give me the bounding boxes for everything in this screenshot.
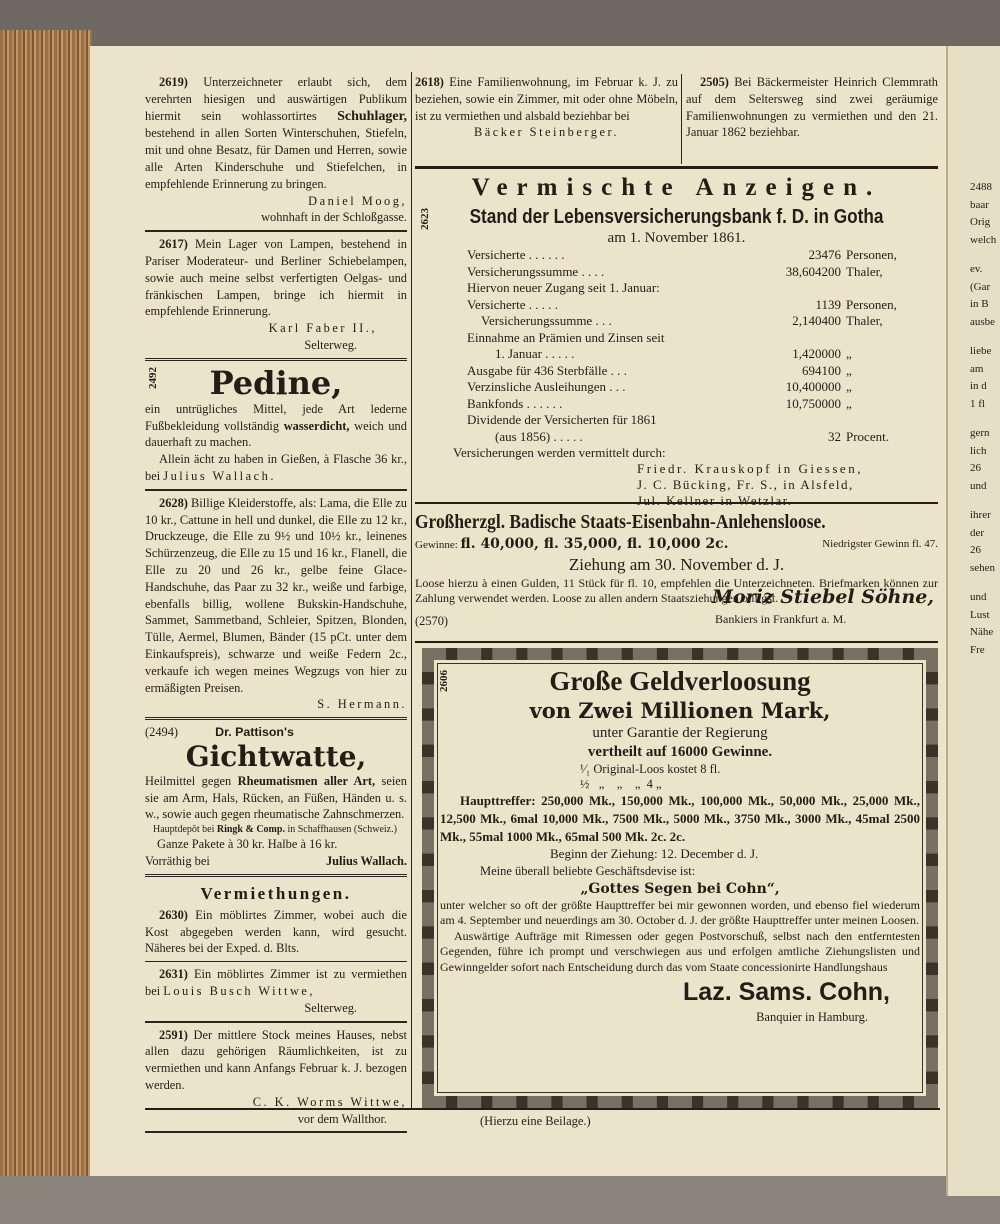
unit: [841, 412, 846, 427]
fragment-text: 1 fl: [970, 397, 985, 410]
unit: „: [846, 346, 852, 361]
row-value: [740, 280, 900, 297]
unit: „: [846, 379, 852, 394]
row-value: [740, 412, 900, 429]
unit: Thaler,: [846, 313, 883, 328]
row-label: Dividende der Versicherten für 1861: [467, 412, 657, 427]
row-value: [740, 313, 900, 330]
value: 1139: [815, 296, 841, 312]
row-value: [740, 247, 900, 264]
fragment-text: 2488: [970, 181, 992, 193]
column-rule: [411, 72, 412, 1108]
table-row: [467, 247, 900, 264]
table-row: [467, 297, 900, 314]
ad-2591: 2591) Der mittlere Stock meines Hauses, nebst allen dazu gehörigen Räumlichkeiten, ist zu vermiethen und kann Anfangs Februar k. J. bezogen werden. C. K. Worms Wittwe, vor dem Wallthor.: [145, 1027, 407, 1126]
ad-title: Gichtwatte,: [185, 739, 367, 773]
unit: Personen,: [846, 247, 897, 262]
fragment-text: Lust: [970, 608, 990, 621]
ad-2619: 2619) Unterzeichneter erlaubt sich, dem verehrten hiesigen und auswärtigen Publikum hiermit sein wohlassortirtes Schuhlager, bestehend in allen Sorten Winterschuhen, Stiefeln, mit und ohne Besatz, für Damen und Herren, sowie alle Arten Kinderschuhe und Stiefelchen, in empfehlende Erinnerung zu bringen. Daniel Moog, wohnhaft in der Schloßgasse.: [145, 75, 407, 225]
fragment-text: liebe: [970, 345, 992, 357]
fragment-text: 26: [970, 462, 981, 474]
fragment-text: baar: [970, 198, 989, 211]
unit: [841, 330, 846, 345]
ad-2623-gotha: Vermischte Anzeigen. 2623 Stand der Lebensversicherungsbank f. D. in Gotha am 1. November 1861. Versicherte . . . . . . 23476 Personen, Versicherungssumme . . . . 38,604200 Thaler, Hiervon neuer Zugang seit 1. Januar: Versicherte . . . . . 1139 Personen, Versicherungssumme . . . 2,140400 Thaler, Einnahme an Prämien und Zinsen seit 1. Januar . . . . . 1,420000 „ Ausgabe für 436 Sterbfälle . . . 694100 „ Verzinsliche Ausleihungen . . . 10,400000 „ Bankfonds . . . . . . 10,750000 „ Dividende der Versicherten für 1861 (aus 1856) . . . . . 32 Procent. Versicherungen werden vermittelt durch: Friedr. Krauskopf in Giessen, J. C. Bücking, Fr. S., in Alsfeld, Jul. Kellner in Wetzlar.: [415, 172, 938, 509]
fragment-text: Fre: [970, 643, 985, 656]
table-row: [467, 412, 900, 429]
row-value: [740, 396, 900, 413]
divider: [145, 230, 407, 232]
section-heading: Vermischte Anzeigen.: [471, 174, 882, 201]
row-value: [740, 346, 900, 363]
divider: [415, 502, 938, 504]
value: 10,750000: [785, 395, 841, 411]
row-value: [740, 330, 900, 347]
divider: [415, 641, 938, 643]
ad-2617: 2617) Mein Lager von Lampen, bestehend in Pariser Moderateur- und Berliner Schiebelampen, sowie auch meine selbst verfertigten Oelgas- und fränkischen Lampen, bringe ich hiermit in empfehlende Erinnerung. Karl Faber II., Selterweg.: [145, 237, 407, 352]
fragment-text: ihrer: [970, 509, 991, 521]
divider: [145, 961, 407, 962]
fragment-text: gern: [970, 427, 990, 439]
left-column: [145, 74, 407, 1137]
row-label: Einnahme an Prämien und Zinsen seit: [467, 329, 665, 345]
fragment-text: lich: [970, 444, 987, 457]
divider: [415, 166, 938, 169]
adjacent-page-fragment: [946, 46, 1000, 1196]
unit: [841, 280, 846, 295]
ad-2505: 2505) Bei Bäckermeister Heinrich Clemmrath auf dem Seltersweg sind zwei geräumige Familienwohnungen zu vermiethen und den 21. Januar 1862 beziehbar.: [686, 75, 938, 140]
unit: „: [846, 362, 852, 378]
value: 1,420000: [792, 346, 841, 361]
fragment-text: Nähe: [970, 626, 994, 638]
row-label: Versicherte . . . . .: [467, 296, 558, 312]
signature: Karl Faber II.,: [268, 321, 377, 336]
book-page-edges: [0, 30, 92, 1200]
ad-title: Pedine,: [209, 363, 343, 402]
row-label: (aus 1856) . . . . .: [495, 428, 583, 444]
divider: [145, 1131, 407, 1133]
table-row: [467, 313, 900, 330]
scan-background-top: [0, 0, 1000, 46]
signature: S. Hermann.: [317, 697, 407, 712]
unit: „: [846, 395, 852, 411]
column-rule: [681, 74, 682, 164]
ad-2494: (2494) Dr. Pattison's Gichtwatte, Heilmittel gegen Rheumatismen aller Art, seien sie am Arm, Hals, Rücken, an Füßen, Händen u. s. w., sowie auch gegen rheumatische Zahnschmerzen. Hauptdepôt bei Ringk & Comp. in Schaffhausen (Schweiz.) Ganze Pakete à 30 kr. Halbe à 16 kr. Vorräthig bei Julius Wallach.: [145, 725, 407, 869]
ad-title: Großherzgl. Badische Staats-Eisenbahn-Anlehensloose.: [415, 511, 826, 533]
row-value: [740, 363, 900, 380]
fragment-text: ev.: [970, 263, 983, 275]
ad-title: Große Geldverloosung: [549, 666, 811, 696]
ad-title: Stand der Lebensversicherungsbank f. D. in Gotha: [469, 206, 884, 228]
section-heading: Vermiethungen.: [200, 883, 352, 903]
row-value: [740, 297, 900, 314]
fragment-text: 26: [970, 544, 981, 556]
row-label: Versicherte . . . . . .: [467, 247, 565, 262]
ad-2492: 2492 Pedine, ein untrügliches Mittel, jede Art lederne Fußbekleidung vollständig wasserdicht, weich und dauerhaft zu machen. Allein ächt zu haben in Gießen, à Flasche 36 kr., bei Julius Wallach.: [145, 363, 407, 483]
row-label: Ausgabe für 436 Sterbfälle . . .: [467, 362, 627, 378]
ad-2618: 2618) Eine Familienwohnung, im Februar k. J. zu beziehen, sowie ein Zimmer, mit oder ohne Möbeln, ist zu vermiethen und alsbald beziehbar bei Bäcker Steinberger.: [415, 75, 678, 140]
row-value: [740, 264, 900, 281]
signature: C. K. Worms Wittwe,: [252, 1094, 407, 1109]
value: 694100: [802, 362, 841, 378]
statistics-table: [415, 247, 938, 445]
unit: Personen,: [846, 296, 897, 312]
row-label: Versicherungssumme . . . .: [467, 263, 605, 279]
supplement-note: (Hierzu eine Beilage.): [480, 1114, 591, 1128]
divider: [145, 717, 407, 720]
fragment-text: der: [970, 526, 985, 539]
fragment-text: und: [970, 591, 987, 603]
fragment-text: am: [970, 362, 984, 375]
value: 38,604200: [785, 263, 841, 279]
row-label: Verzinsliche Ausleihungen . . .: [467, 379, 626, 394]
signature: Daniel Moog,: [308, 193, 407, 208]
fragment-text: in d: [970, 380, 987, 392]
row-label: 1. Januar . . . . .: [495, 346, 575, 361]
ad-2630: 2630) Ein möblirtes Zimmer, wobei auch die Kost abgegeben werden kann, wird gesucht. Näheres bei der Exped. d. Blts.: [145, 907, 407, 956]
signature: Laz. Sams. Cohn,: [683, 978, 890, 1007]
table-row: [467, 280, 900, 297]
table-row: [467, 330, 900, 347]
unit: Procent.: [846, 428, 889, 444]
divider: [145, 489, 407, 491]
signature: Bäcker Steinberger.: [474, 125, 619, 140]
fragment-text: sehen: [970, 561, 996, 574]
table-row: [467, 379, 900, 396]
fragment-text: welch: [970, 233, 997, 246]
value: 10,400000: [785, 379, 841, 394]
ad-2631: 2631) Ein möblirtes Zimmer ist zu vermiethen bei Louis Busch Wittwe, Selterweg.: [145, 967, 408, 1015]
signature: Julius Wallach.: [325, 854, 407, 869]
divider: [145, 874, 407, 877]
fragment-text: Orig: [970, 216, 991, 228]
ornamental-frame: [422, 648, 938, 1108]
row-label: Versicherungssumme . . .: [481, 313, 612, 328]
signature: Julius Wallach.: [163, 468, 276, 483]
divider: [145, 1108, 940, 1110]
table-row: [467, 346, 900, 363]
ad-2628: 2628) Billige Kleiderstoffe, als: Lama, die Elle zu 10 kr., Cattune in hell und dunkel, die Elle zu 12 kr., Druckzeuge, die Elle zu 9½ und 10½ kr., leinenes Schürzenzeug, die Elle zu 15 und 16 kr., Flanell, die Elle zu 20 und 26 kr., gelbe feine Glace-Handschuhe, das Paar zu 32 kr., weiße und farbige, ebenfalls billig, wollene Bukskin-Handschuhe, Sammet, Sammetband, Schleier, Spitzen, Blonden, Tülle, Aermel, Blumen, Bänder (15 pCt. unter dem Einkaufspreis), schwarze und weiße Federn 2c., verkaufe ich wegen meines Wegzugs von hier zu ermäßigten Preisen. S. Hermann.: [145, 495, 407, 712]
signature: Moriz Stiebel Söhne,: [711, 585, 934, 608]
divider: [145, 1021, 407, 1023]
row-label: Hiervon neuer Zugang seit 1. Januar:: [467, 280, 660, 295]
fragment-text: und: [970, 479, 987, 492]
fragment-text: (Gar: [970, 280, 991, 293]
ad-2570-baden: Großherzgl. Badische Staats-Eisenbahn-Anlehensloose. Gewinne: fl. 40,000, fl. 35,000, fl. 10,000 2c. Niedrigster Gewinn fl. 47. Ziehung am 30. November d. J. Loose hierzu à einen Gulden, 11 Stück für fl. 10, empfehlen die Unterzeichneten. Briefmarken können zur Zahlung verwendet werden. Loose zu allen andern Staatsziehungen billigst. (2570) Moriz Stiebel Söhne, Bankiers in Frankfurt a. M.: [415, 508, 938, 631]
table-row: [467, 363, 900, 380]
scan-background-bottom: [0, 1176, 1000, 1224]
value: 2,140400: [792, 313, 841, 328]
table-row: [467, 264, 900, 281]
value: 32: [828, 428, 841, 444]
unit: Thaler,: [846, 263, 883, 279]
value: 23476: [808, 247, 841, 262]
row-value: [740, 379, 900, 396]
table-row: [467, 396, 900, 413]
ad-2606-cohn: 2606 Große Geldverloosung von Zwei Millionen Mark, unter Garantie der Regierung vertheilt auf 16000 Gewinne. ¹⁄₁ Original-Loos kostet 8 fl. ½ „ „ „ 4 „ Haupttreffer: 250,000 Mk., 150,000 Mk., 100,000 Mk., 50,000 Mk., 25,000 Mk., 12,500 Mk., 6mal 10,000 Mk., 7500 Mk., 5000 Mk., 3750 Mk., 3000 Mk., 45mal 2500 Mk., 55mal 1000 Mk., 65mal 500 Mk. 2c. 2c. Beginn der Ziehung: 12. December d. J. Meine überall beliebte Geschäftsdevise ist: „Gottes Segen bei Cohn“, unter welcher so oft der größte Haupttreffer bei mir gewonnen worden, und ebenso fiel wiederum am 4. September und neuerdings am 30. October d. J. der größte Haupttreffer unter meinen Loosen. Auswärtige Aufträge mit Rimessen oder gegen Postvorschuß, selbst nach den entferntesten Gegenden, führe ich prompt und verschwiegen aus und erfolgen amtliche Ziehungslisten und Gewinngelder sofort nach Entscheidung durch das vom Staate concessionirte Handlungshaus Laz. Sams. Cohn, Banquier in Hamburg.: [438, 666, 920, 1025]
fragment-text: ausbe: [970, 315, 996, 328]
fragment-text: in B: [970, 298, 989, 310]
table-row: [467, 429, 900, 446]
row-value: [740, 429, 900, 446]
row-label: Bankfonds . . . . . .: [467, 395, 563, 411]
divider: [145, 358, 407, 361]
